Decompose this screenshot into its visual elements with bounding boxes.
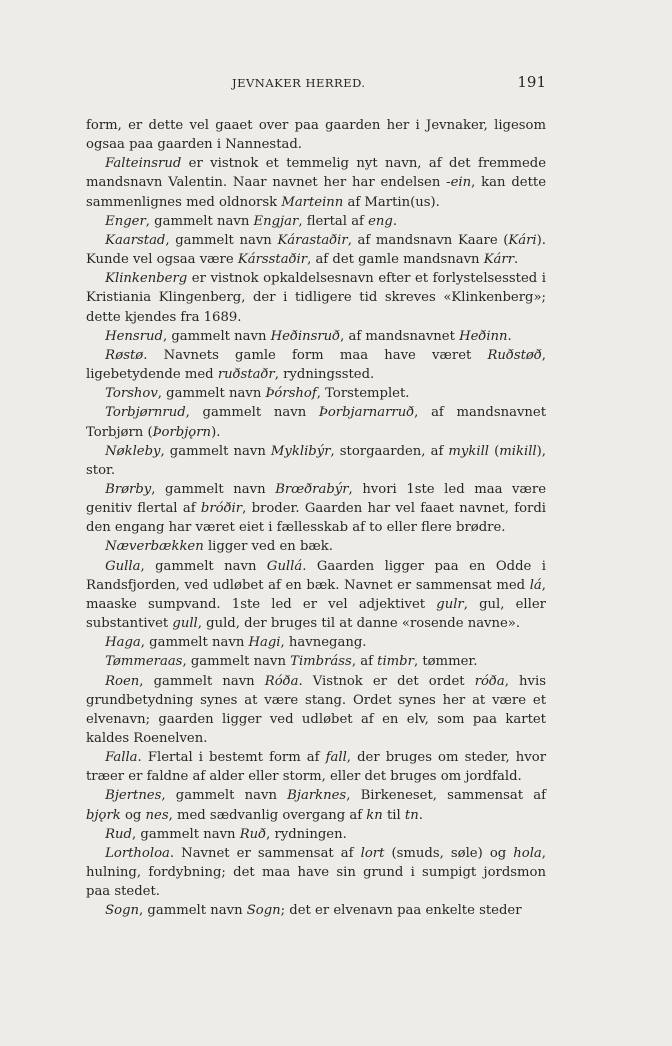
text-run: , storgaarden, af <box>330 443 449 459</box>
italic-term: Þorbjǫrn <box>152 424 212 440</box>
text-run: , rydningen. <box>266 826 347 842</box>
italic-term: Heðinn <box>459 328 508 344</box>
text-run: , broder. Gaarden har vel faaet navnet, fordi den engang har været eiet i fællesskab af to eller flere brødre. <box>86 501 546 536</box>
text-run: ). Kunde vel ogsaa være <box>86 232 546 268</box>
italic-term: bjǫrk <box>86 807 121 823</box>
text-run: , hvori 1ste led maa være genitiv flertal af <box>86 481 547 517</box>
paragraph <box>86 231 546 269</box>
text-run: (smuds, søle) og <box>384 845 514 861</box>
italic-term: -ein <box>446 175 472 191</box>
italic-term: Marteinn <box>281 194 344 210</box>
text-run: , gammelt navn <box>157 386 266 402</box>
text-run: , gammelt navn <box>162 328 271 344</box>
text-run: , med sædvanlig overgang af <box>168 807 367 823</box>
page-number: 191 <box>517 73 546 91</box>
paragraph <box>86 557 546 634</box>
italic-term: róða <box>474 673 505 689</box>
text-run: , Birkeneset, sammensat af <box>346 788 547 804</box>
italic-term: Klinkenberg <box>105 271 188 287</box>
running-header <box>86 73 546 98</box>
italic-term: Gulla <box>105 558 141 574</box>
italic-term: Róða <box>264 673 299 689</box>
italic-term: Þorbjarnarruð <box>318 405 415 421</box>
text-run: og <box>120 807 146 823</box>
italic-term: Haga <box>105 635 141 651</box>
italic-term: eng <box>368 213 393 229</box>
text-run: . <box>514 252 519 268</box>
text-run: , gammelt navn <box>182 654 291 670</box>
italic-term: Røstø <box>105 347 144 363</box>
text-run: . Navnets gamle form maa have været <box>143 347 488 363</box>
italic-term: Bjertnes <box>105 788 162 804</box>
italic-term: Lortholoa <box>105 845 170 861</box>
italic-term: Enger <box>105 213 146 229</box>
paragraph <box>86 480 546 537</box>
text-run: , guld, der bruges til at danne «rosende navne». <box>197 616 521 632</box>
italic-term: tn <box>404 807 419 823</box>
text-run: . <box>392 213 398 229</box>
paragraph <box>86 116 546 154</box>
paragraph <box>86 825 546 844</box>
text-run: , havnegang. <box>280 635 367 651</box>
text-run: . Flertal i bestemt form af <box>137 750 326 766</box>
italic-term: Ruðstøð <box>487 347 542 363</box>
italic-term: Nøkleby <box>105 443 161 459</box>
italic-term: bróðir <box>200 501 243 517</box>
italic-term: Kárastaðir <box>277 232 348 248</box>
italic-term: Heðinsruð <box>270 328 341 344</box>
text-run: , flertal af <box>298 213 369 229</box>
italic-term: Falteinsrud <box>105 156 182 172</box>
text-run: . Vistnok er det ordet <box>298 673 475 689</box>
italic-term: Þórshof <box>265 386 317 402</box>
italic-term: Bjarknes <box>287 788 347 804</box>
text-run: , der bruges om steder, hvor træer er faldne af alder eller storm, eller det bruges om jordfald. <box>86 750 546 785</box>
paragraph <box>86 442 546 480</box>
italic-term: Tømmeraas <box>105 654 183 670</box>
text-run: , gammelt navn <box>160 443 271 459</box>
italic-term: Falla <box>105 750 138 766</box>
text-run: , af <box>351 654 378 670</box>
text-run: , gammelt navn <box>185 405 319 421</box>
text-run: form, er dette vel gaaet over paa gaarden her i Jevnaker, ligesom ogsaa paa gaarden i Nannestad. <box>86 118 546 153</box>
paragraph <box>86 384 546 403</box>
text-run: , gammelt navn <box>132 826 240 842</box>
text-run: , maaske sumpvand. 1ste led er vel adjektivet <box>86 577 546 612</box>
italic-term: Torshov <box>105 386 158 402</box>
italic-term: Torbjørnrud <box>105 405 186 421</box>
text-run: , Torstemplet. <box>316 386 410 402</box>
text-run: ( <box>489 443 500 459</box>
text-run: , af mandsnavnet Torbjørn ( <box>86 405 547 440</box>
italic-term: Kársstaðir <box>237 252 308 268</box>
italic-term: Roen <box>105 673 140 689</box>
text-run: ; det er elvenavn paa enkelte steder <box>280 903 522 919</box>
italic-term: gulr <box>436 596 464 612</box>
italic-term: Hensrud <box>105 328 163 344</box>
text-run: af Martin(us). <box>343 194 440 210</box>
italic-term: kn <box>366 807 383 823</box>
text-run: , af mandsnavn Kaare ( <box>347 232 509 248</box>
paragraph <box>86 403 546 441</box>
italic-term: Kárr <box>483 252 515 268</box>
text-run: . <box>507 328 512 344</box>
italic-term: Kári <box>508 232 537 248</box>
body-text <box>86 116 546 921</box>
italic-term: mykill <box>448 443 490 459</box>
italic-term: Gullá <box>266 558 303 574</box>
text-run: , hvis grundbetydning synes at være stang. Ordet synes her at være et elvenavn; gaarden ligger ved udløbet af en elv, som paa kartet kaldes Roenelven. <box>86 673 546 746</box>
paragraph <box>86 346 546 384</box>
italic-term: timbr <box>377 654 414 670</box>
text-run: , gul, eller substantivet <box>86 596 546 632</box>
italic-term: Rud <box>105 826 132 842</box>
italic-term: Kaarstad <box>105 232 166 248</box>
italic-term: nes <box>145 807 169 823</box>
italic-term: Brørby <box>105 481 152 497</box>
italic-term: Brœðrabýr <box>275 481 349 497</box>
text-run: , hulning, fordybning; det maa have sin grund i sumpigt jordsmon paa stedet. <box>86 845 546 900</box>
text-run: , gammelt navn <box>139 673 265 689</box>
text-run: , gammelt navn <box>165 232 278 248</box>
text-run: , gammelt navn <box>140 635 249 651</box>
text-run: , gammelt navn <box>139 903 247 919</box>
italic-term: Sogn <box>105 903 140 919</box>
italic-term: Hagi <box>248 635 281 651</box>
italic-term: gull <box>172 616 198 632</box>
header-title: JEVNAKER HERRED. <box>232 76 366 90</box>
text-run: , af mandsnavnet <box>340 328 460 344</box>
paragraph <box>86 212 546 231</box>
text-run: ligger ved en bæk. <box>203 539 333 555</box>
paragraph <box>86 748 546 786</box>
text-run: er vistnok et temmelig nyt navn, af det fremmede mandsnavn Valentin. Naar navnet her har endelsen <box>86 156 546 191</box>
text-run: . Navnet er sammensat af <box>169 845 361 861</box>
paragraph <box>86 327 546 346</box>
text-run: , gammelt navn <box>161 788 288 804</box>
paragraph <box>86 269 546 326</box>
italic-term: ruðstaðr <box>217 367 275 383</box>
paragraph <box>86 786 546 824</box>
text-run: , rydningssted. <box>274 367 375 383</box>
italic-term: fall <box>325 750 347 766</box>
italic-term: hola <box>513 845 542 861</box>
italic-term: mikill <box>499 443 537 459</box>
text-run: ), stor. <box>86 443 546 478</box>
italic-term: lort <box>360 845 385 861</box>
text-run: . <box>418 807 423 823</box>
text-run: ). <box>211 424 221 440</box>
paragraph <box>86 633 546 652</box>
text-run: . Gaarden ligger paa en Odde i Randsfjorden, ved udløbet af en bæk. Navnet er sammensat med <box>86 558 546 593</box>
text-run: , kan dette sammenlignes med oldnorsk <box>86 175 546 210</box>
paragraph <box>86 672 546 749</box>
paragraph <box>86 844 546 901</box>
text-run: , ligebetydende med <box>86 347 546 383</box>
italic-term: Myklibýr <box>270 443 331 459</box>
text-run: , tømmer. <box>413 654 478 670</box>
paragraph <box>86 154 546 211</box>
italic-term: Timbráss <box>290 654 352 670</box>
text-run: er vistnok opkaldelsesnavn efter et forlystelsessted i Kristiania Klingenberg, der i tidligere tid skreves «Klinkenberg»; dette kjendes fra 1689. <box>86 271 546 325</box>
text-run: til <box>382 807 405 823</box>
paragraph <box>86 652 546 671</box>
italic-term: Næverbækken <box>105 539 204 555</box>
text-run: , af det gamle mandsnavn <box>307 252 484 268</box>
italic-term: Engjar <box>253 213 299 229</box>
italic-term: Ruð <box>239 826 267 842</box>
text-run: , gammelt navn <box>151 481 276 497</box>
text-run: , gammelt navn <box>145 213 254 229</box>
italic-term: Sogn <box>246 903 281 919</box>
paragraph <box>86 901 546 920</box>
paragraph <box>86 537 546 556</box>
text-run: , gammelt navn <box>140 558 267 574</box>
italic-term: lá <box>529 577 542 593</box>
